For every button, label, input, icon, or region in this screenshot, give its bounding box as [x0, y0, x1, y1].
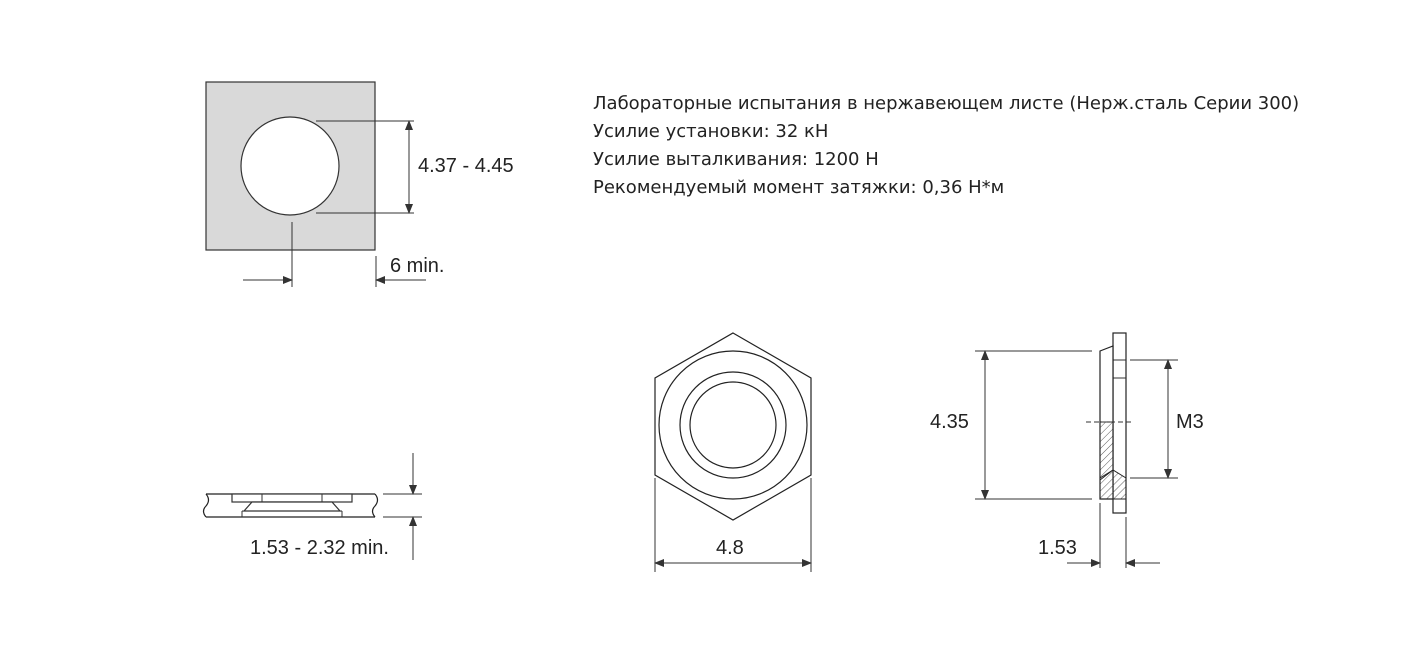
pushout-force-text: Усилие выталкивания: 1200 Н	[593, 149, 879, 170]
flange-circle	[659, 351, 807, 499]
hex-outline	[655, 333, 811, 520]
break-line-left	[204, 494, 209, 517]
height-label: 4.35	[930, 411, 969, 433]
sheet-section-view	[204, 453, 423, 560]
thread-bore-circle	[690, 382, 776, 468]
break-line-right	[373, 494, 378, 517]
tightening-torque-text: Рекомендуемый момент затяжки: 0,36 Н*м	[593, 177, 1005, 198]
thread-hatching	[1100, 422, 1113, 478]
installation-force-text: Усилие установки: 32 кН	[593, 121, 829, 142]
hex-nut-top-view	[655, 333, 811, 572]
hex-width-label: 4.8	[716, 537, 744, 559]
sheet-hole-view	[206, 82, 514, 287]
sheet-thickness-label: 1.53 - 2.32 min.	[250, 537, 389, 559]
shank-length-label: 1.53	[1038, 537, 1077, 559]
test-conditions-text: Лабораторные испытания в нержавеющем листе (Нерж.сталь Серии 300)	[593, 93, 1300, 114]
hole-diameter-label: 4.37 - 4.45	[418, 155, 514, 177]
collar-circle	[680, 372, 786, 478]
nut-side-view	[930, 333, 1204, 568]
thread-label: M3	[1176, 411, 1204, 433]
specification-notes	[593, 90, 1299, 202]
edge-distance-label: 6 min.	[390, 255, 445, 277]
mounting-hole	[241, 117, 339, 215]
nut-flange	[232, 494, 352, 502]
nut-body-section	[244, 502, 340, 511]
